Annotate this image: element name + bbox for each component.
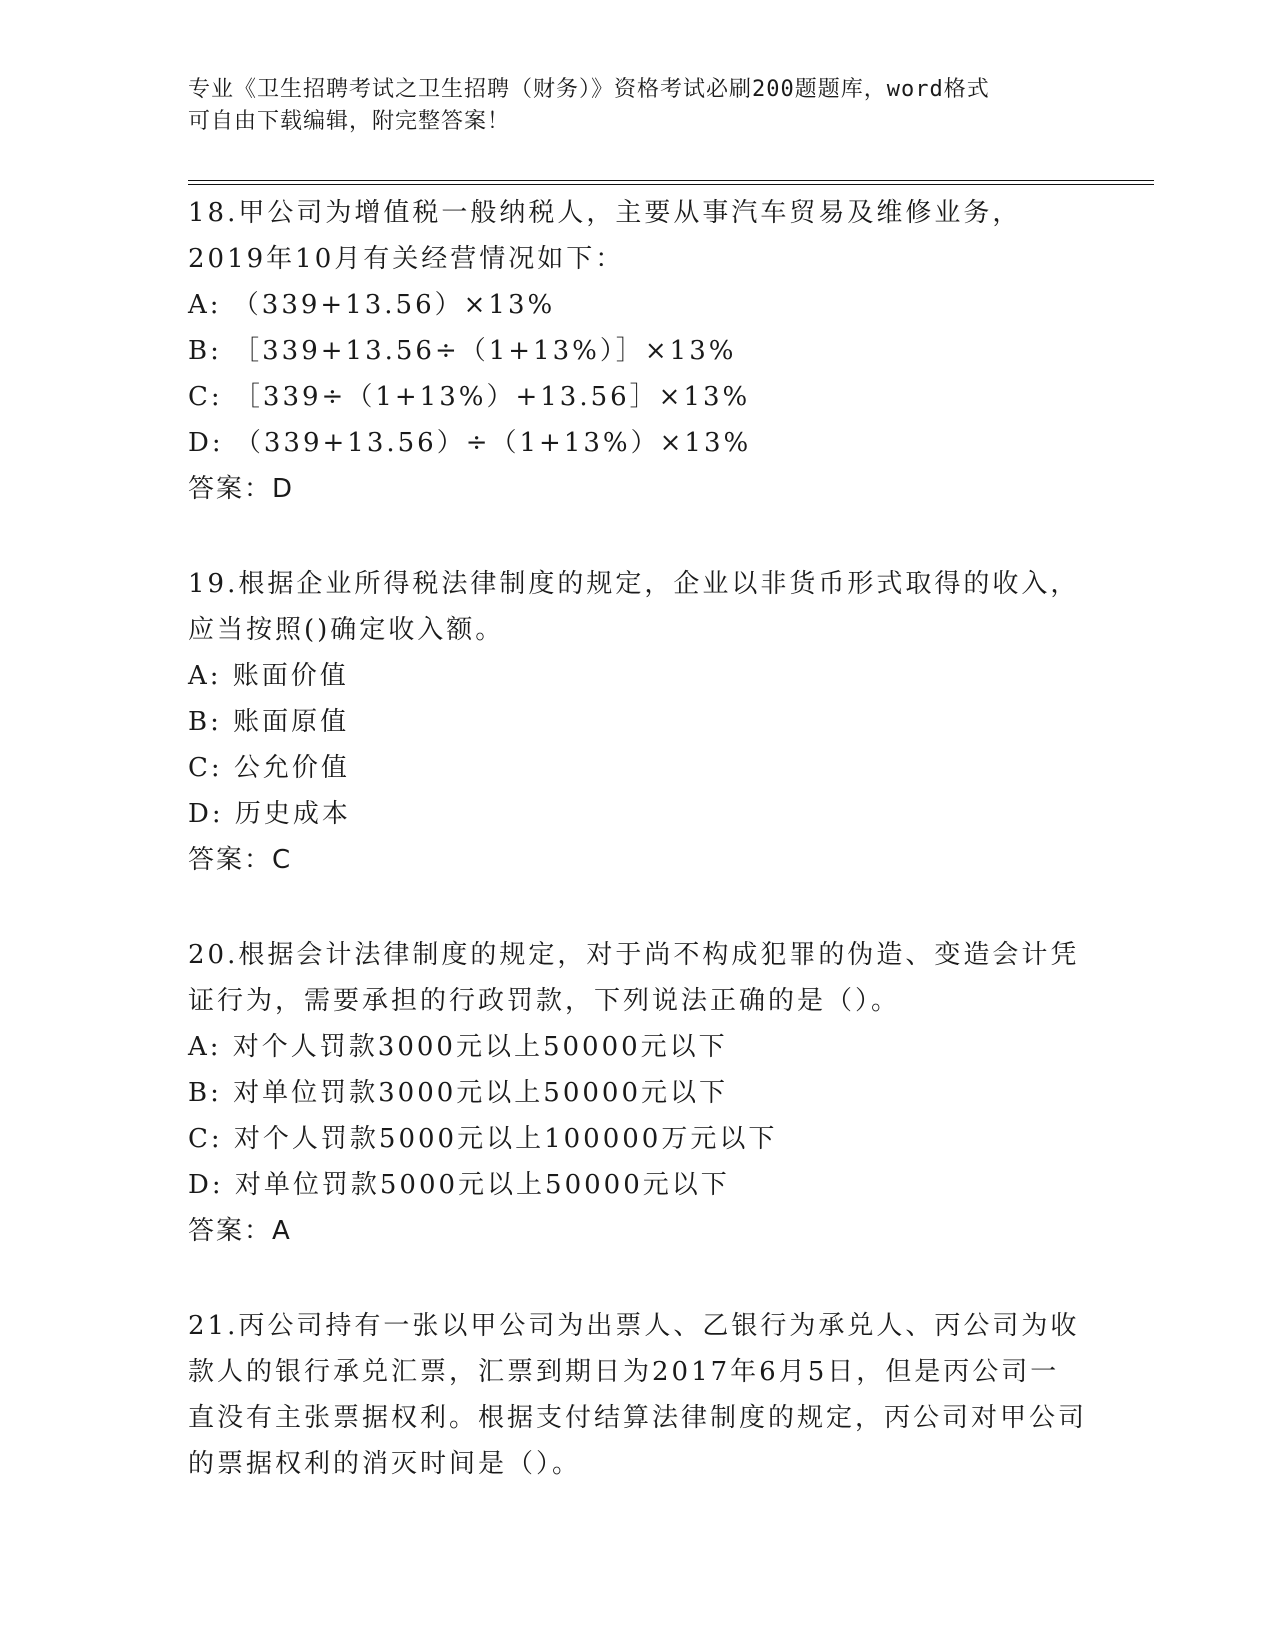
answer: 答案：D — [188, 474, 295, 504]
document-header — [188, 74, 1088, 138]
option-b: B: ［339+13.56÷（1+13%）］×13% — [188, 336, 737, 366]
option-d: D: 对单位罚款5000元以上50000元以下 — [188, 1170, 730, 1200]
header-line-1: 专业《卫生招聘考试之卫生招聘（财务）》资格考试必刷200题题库，word格式 — [188, 77, 990, 102]
question-stem: 20.根据会计法律制度的规定，对于尚不构成犯罪的伪造、变造会计凭证行为，需要承担的行政罚款，下列说法正确的是（）。 — [188, 940, 1080, 1016]
question-list — [188, 190, 1088, 1536]
option-d: D: 历史成本 — [188, 799, 351, 829]
option-c: C: 对个人罚款5000元以上100000万元以下 — [188, 1124, 778, 1154]
question-18 — [188, 190, 1088, 512]
header-divider-bottom — [188, 184, 1154, 185]
answer: 答案：C — [188, 845, 293, 875]
question-stem: 21.丙公司持有一张以甲公司为出票人、乙银行为承兑人、丙公司为收款人的银行承兑汇票，汇票到期日为2017年6月5日，但是丙公司一直没有主张票据权利。根据支付结算法律制度的规定，丙公司对甲公司的票据权利的消灭时间是（）。 — [188, 1311, 1088, 1479]
question-19 — [188, 561, 1088, 883]
option-a: A: 对个人罚款3000元以上50000元以下 — [188, 1032, 728, 1062]
option-b: B: 账面原值 — [188, 707, 350, 737]
option-c: C: ［339÷（1+13%）+13.56］×13% — [188, 382, 751, 412]
question-stem: 18.甲公司为增值税一般纳税人，主要从事汽车贸易及维修业务，2019年10月有关经营情况如下： — [188, 198, 1022, 274]
option-a: A: （339+13.56）×13% — [188, 290, 556, 320]
option-b: B: 对单位罚款3000元以上50000元以下 — [188, 1078, 729, 1108]
question-20 — [188, 932, 1088, 1254]
header-divider-top — [188, 180, 1154, 181]
answer: 答案：A — [188, 1216, 292, 1246]
option-c: C: 公允价值 — [188, 753, 350, 783]
option-a: A: 账面价值 — [188, 661, 349, 691]
header-line-2: 可自由下载编辑，附完整答案！ — [188, 109, 511, 134]
question-stem: 19.根据企业所得税法律制度的规定，企业以非货币形式取得的收入，应当按照()确定收入额。 — [188, 569, 1080, 645]
option-d: D: （339+13.56）÷（1+13%）×13% — [188, 428, 752, 458]
question-21 — [188, 1303, 1088, 1487]
